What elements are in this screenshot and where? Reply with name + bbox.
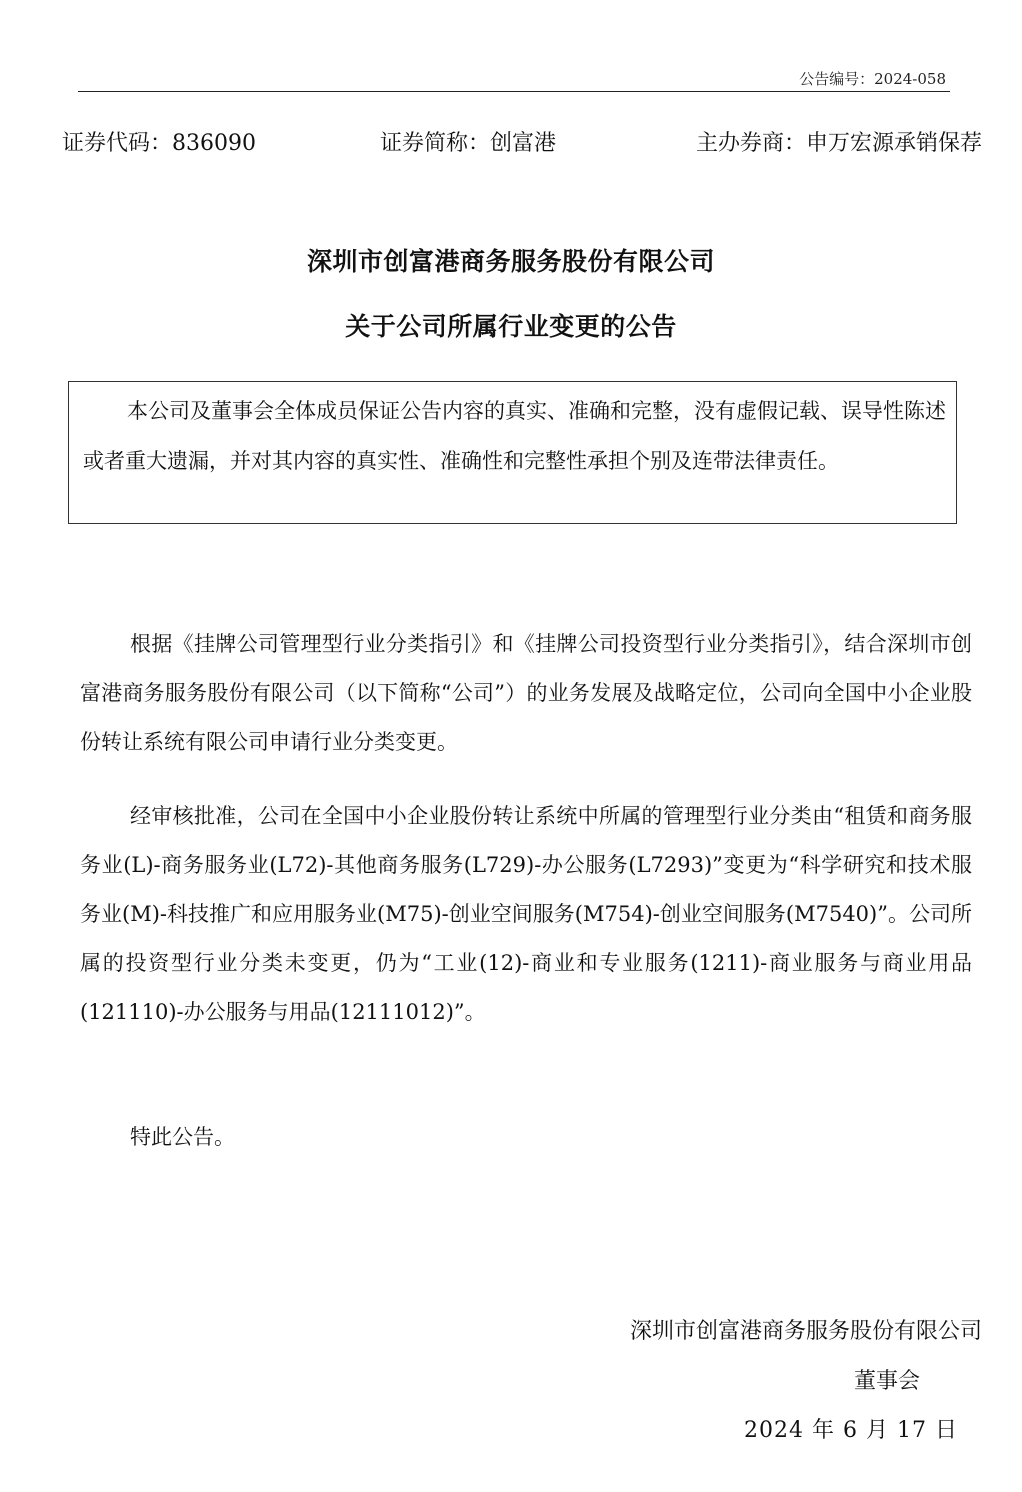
announcement-number: 公告编号：2024-058 xyxy=(799,70,946,88)
closing-paragraph: 特此公告。 xyxy=(130,1125,235,1149)
securities-abbreviation: 证券简称：创富港 xyxy=(380,131,557,156)
signature-company: 深圳市创富港商务服务股份有限公司 xyxy=(629,1319,982,1344)
responsibility-statement-text: 本公司及董事会全体成员保证公告内容的真实、准确和完整，没有虚假记载、误导性陈述或者重大遗漏，并对其内容的真实性、准确性和完整性承担个别及连带法律责任。 xyxy=(83,399,946,473)
securities-info-row xyxy=(62,126,982,160)
responsibility-statement-box xyxy=(68,381,957,524)
body-paragraph: 经审核批准，公司在全国中小企业股份转让系统中所属的管理型行业分类由“租赁和商务服务业(L)-商务服务业(L72)-其他商务服务(L729)-办公服务(L7293)”变更为“科学研究和技术服务业(M)-科技推广和应用服务业(M75)-创业空间服务(M754)-创业空间服务(M7540)”。公司所属的投资型行业分类未变更，仍为“工业(12)-商业和专业服务(1211)-商业服务与商业用品(121110)-办公服务与用品(12111012)”。 xyxy=(80,804,972,1024)
sponsor-broker: 主办券商：申万宏源承销保荐 xyxy=(695,131,982,156)
header-divider xyxy=(78,91,950,92)
signature-board: 董事会 xyxy=(853,1369,920,1394)
securities-code: 证券代码：836090 xyxy=(62,131,256,156)
document-title-company: 深圳市创富港商务服务股份有限公司 xyxy=(306,247,715,276)
document-title-subject: 关于公司所属行业变更的公告 xyxy=(345,312,677,341)
signature-date: 2024 年 6 月 17 日 xyxy=(744,1418,958,1443)
body-paragraph: 根据《挂牌公司管理型行业分类指引》和《挂牌公司投资型行业分类指引》，结合深圳市创富港商务服务股份有限公司（以下简称“公司”）的业务发展及战略定位，公司向全国中小企业股份转让系统有限公司申请行业分类变更。 xyxy=(80,632,972,754)
